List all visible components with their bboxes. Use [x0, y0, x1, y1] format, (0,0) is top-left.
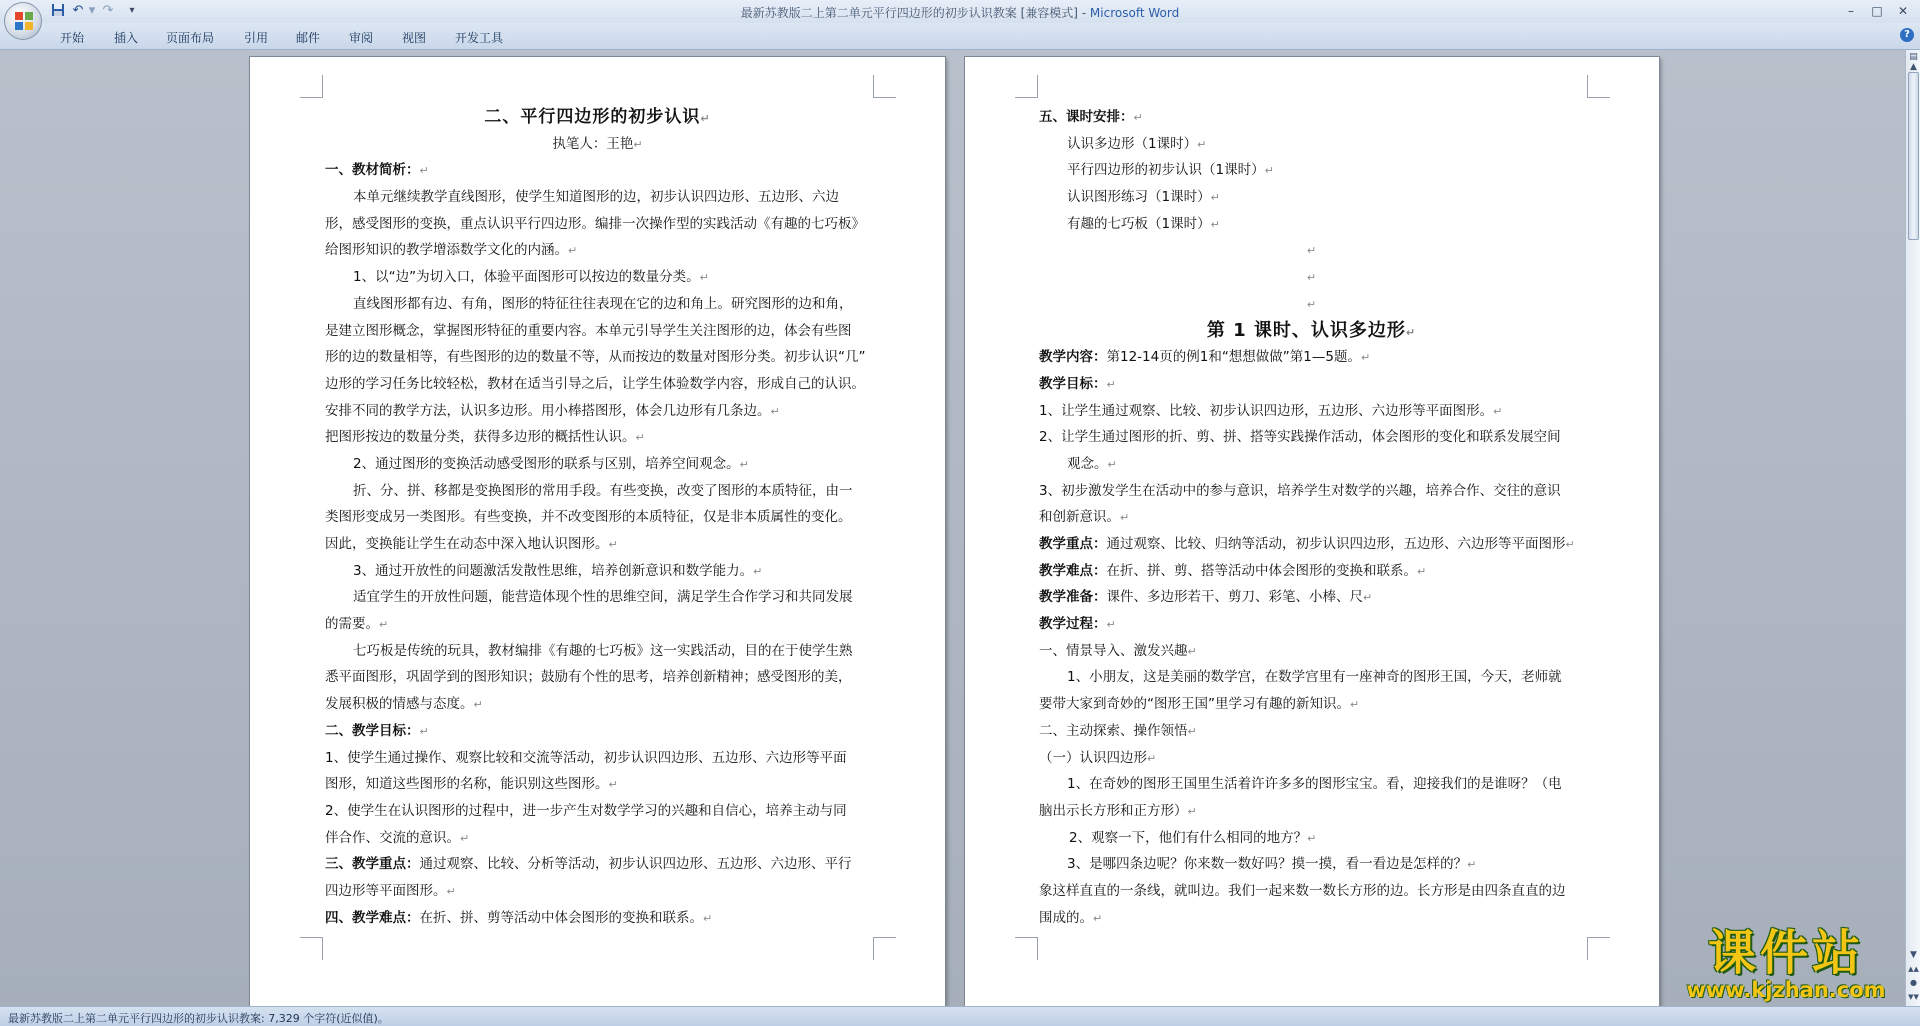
- paragraph-mark-icon: ↵: [1133, 111, 1143, 124]
- text-line[interactable]: [325, 825, 870, 852]
- paragraph-mark-icon: ↵: [1120, 511, 1130, 525]
- line-text: 第12-14页的例1和“想想做做”第1—5题。: [1106, 349, 1361, 366]
- text-line[interactable]: [1039, 344, 1584, 371]
- line-text: 第 1 课时、认识多边形: [1206, 319, 1406, 341]
- text-line[interactable]: [1039, 157, 1584, 184]
- text-line[interactable]: [325, 371, 870, 398]
- text-line[interactable]: [325, 157, 870, 184]
- text-line[interactable]: [1039, 504, 1584, 531]
- crop-mark: [300, 75, 323, 98]
- text-line[interactable]: [1039, 691, 1584, 718]
- scroll-up-button[interactable]: ▲: [1910, 62, 1917, 72]
- paragraph-mark-icon: ↵: [1360, 351, 1371, 365]
- line-text: 悉平面图形，巩固学到的图形知识；鼓励有个性的思考，培养创新精神；感受图形的美，: [325, 669, 852, 686]
- text-line[interactable]: [325, 798, 870, 825]
- text-line[interactable]: [1039, 451, 1584, 478]
- paragraph-mark-icon: ↵: [568, 244, 578, 258]
- text-line[interactable]: [1039, 131, 1584, 158]
- crop-mark: [1587, 937, 1610, 960]
- line-text: 2、让学生通过图形的折、剪、拼、搭等实践操作活动，体会图形的变化和联系发展空间: [1039, 429, 1561, 446]
- text-line[interactable]: [1039, 718, 1584, 745]
- paragraph-mark-icon: ↵: [635, 431, 645, 445]
- tab-view[interactable]: 视图: [402, 31, 427, 45]
- paragraph-mark-icon: ↵: [1565, 538, 1575, 551]
- tab-insert[interactable]: 插入: [114, 31, 139, 45]
- paragraph-mark-icon: ↵: [1187, 644, 1197, 658]
- paragraph-mark-icon: ↵: [1187, 804, 1197, 818]
- paragraph-mark-icon: ↵: [1107, 457, 1117, 471]
- line-text: 图形，知道这些图形的名称，能识别这些图形。: [325, 776, 609, 793]
- paragraph-mark-icon: ↵: [419, 164, 429, 178]
- line-text: 1、在奇妙的图形王国里生活着许许多多的图形宝宝。看，迎接我们的是谁呀？（电: [1067, 776, 1562, 793]
- text-line[interactable]: [1039, 825, 1584, 852]
- crop-mark: [1587, 75, 1610, 98]
- tab-page-layout[interactable]: 页面布局: [166, 31, 215, 45]
- line-text: 安排不同的教学方法，认识多边形。用小棒搭图形，体会几边形有几条边。: [325, 402, 771, 419]
- undo-icon[interactable]: ↶: [72, 3, 84, 18]
- paragraph-mark-icon: ↵: [1187, 724, 1197, 738]
- text-line[interactable]: [1039, 638, 1584, 665]
- paragraph-mark-icon: ↵: [1093, 911, 1103, 925]
- text-line[interactable]: [325, 771, 870, 798]
- crop-mark: [873, 937, 896, 960]
- paragraph-mark-icon: ↵: [770, 404, 780, 418]
- line-text: 象这样直直的一条线，就叫边。我们一起来数一数长方形的边。长方形是由四条直直的边: [1039, 882, 1566, 899]
- paragraph-mark-icon: ↵: [1147, 751, 1157, 765]
- bold-label: 四、教学难点：: [325, 909, 420, 926]
- line-text: 认识多边形（1课时）: [1067, 135, 1198, 152]
- line-text: 因此，变换能让学生在动态中深入地认识图形。: [325, 536, 609, 552]
- select-browse-object-button[interactable]: ●: [1910, 978, 1917, 987]
- text-line[interactable]: [325, 291, 870, 318]
- text-line[interactable]: [325, 905, 870, 932]
- text-line[interactable]: [1039, 264, 1584, 291]
- line-text: 3、初步激发学生在活动中的参与意识，培养学生对数学的兴趣，培养合作、交往的意识: [1039, 482, 1561, 499]
- line-text: 认识图形练习（1课时）: [1067, 189, 1211, 206]
- text-line[interactable]: [325, 611, 870, 638]
- line-text: 要带大家到奇妙的“图形王国”里学习有趣的新知识。: [1039, 696, 1350, 713]
- text-line[interactable]: [1039, 531, 1584, 558]
- text-line[interactable]: [325, 344, 870, 371]
- paragraph-mark-icon: ↵: [1493, 404, 1503, 418]
- paragraph-mark-icon: ↵: [1467, 858, 1477, 872]
- paragraph-mark-icon: ↵: [1306, 297, 1317, 311]
- text-line[interactable]: [325, 584, 870, 611]
- paragraph-mark-icon: ↵: [1363, 591, 1373, 605]
- paragraph-mark-icon: ↵: [419, 724, 429, 738]
- bold-label: 三、教学重点：: [325, 856, 420, 873]
- text-line[interactable]: [1039, 558, 1584, 585]
- tab-home[interactable]: 开始: [60, 31, 85, 45]
- line-text: 围成的。: [1039, 909, 1093, 926]
- text-line[interactable]: [325, 398, 870, 425]
- text-line[interactable]: [1039, 318, 1584, 345]
- paragraph-mark-icon: ↵: [1405, 325, 1417, 339]
- line-text: （一）认识四边形: [1039, 749, 1147, 766]
- bold-label: 五、课时安排：: [1039, 109, 1134, 125]
- line-text: 本单元继续教学直线图形，使学生知道图形的边，初步认识四边形、五边形、六边: [353, 189, 839, 206]
- line-text: 的需要。: [325, 616, 379, 633]
- text-line[interactable]: [325, 104, 870, 131]
- line-text: 通过观察、比较、分析等活动，初步认识四边形、五边形、六边形、平行: [419, 856, 852, 873]
- text-line[interactable]: [325, 504, 870, 531]
- line-text: 执笔人：王艳: [552, 135, 634, 152]
- line-text: 1、让学生通过观察、比较、初步认识四边形，五边形、六边形等平面图形。: [1039, 402, 1494, 419]
- text-line[interactable]: [1039, 771, 1584, 798]
- customize-toolbar-icon[interactable]: ▾: [129, 5, 135, 16]
- vertical-scrollbar[interactable]: [1905, 50, 1920, 1006]
- text-line[interactable]: [325, 531, 870, 558]
- document-page-right[interactable]: [965, 57, 1659, 1006]
- text-line[interactable]: [325, 718, 870, 745]
- line-text: 通过观察、比较、归纳等活动，初步认识四边形，五边形、六边形等平面图形: [1106, 536, 1566, 552]
- minimize-button[interactable]: –: [1848, 4, 1854, 18]
- line-text: 3、通过开放性的问题激活发散性思维，培养创新意识和数学能力。: [353, 562, 754, 579]
- office-logo-icon: [15, 12, 33, 30]
- text-line[interactable]: [1039, 104, 1584, 131]
- line-text: 2、使学生在认识图形的过程中，进一步产生对数学学习的兴趣和自信心，培养主动与同: [325, 802, 847, 819]
- text-line[interactable]: [1039, 798, 1584, 825]
- bold-label: 教学过程：: [1039, 616, 1107, 633]
- line-text: 1、小朋友，这是美丽的数学宫，在数学宫里有一座神奇的图形王国，今天，老师就: [1067, 669, 1562, 686]
- paragraph-mark-icon: ↵: [473, 698, 483, 712]
- text-line[interactable]: [325, 131, 870, 158]
- line-text: 1、以“边”为切入口，体验平面图形可以按边的数量分类。: [353, 269, 700, 286]
- bold-label: 教学难点：: [1039, 562, 1107, 579]
- scroll-thumb[interactable]: [1908, 72, 1919, 240]
- paragraph-mark-icon: ↵: [1307, 831, 1317, 845]
- text-line[interactable]: [1039, 478, 1584, 505]
- text-line[interactable]: [325, 664, 870, 691]
- paragraph-mark-icon: ↵: [1210, 217, 1220, 231]
- crop-mark: [1015, 75, 1038, 98]
- undo-dropdown-icon[interactable]: ▾: [88, 3, 96, 18]
- crop-mark: [873, 75, 896, 98]
- text-line[interactable]: [1039, 878, 1584, 905]
- text-line[interactable]: [325, 318, 870, 345]
- line-text: 是建立图形概念，掌握图形特征的重要内容。本单元引导学生关注图形的边，体会有些图: [325, 322, 852, 339]
- line-text: 在折、拼、剪等活动中体会图形的变换和联系。: [419, 909, 703, 926]
- text-line[interactable]: [1039, 371, 1584, 398]
- page-right-text[interactable]: [1039, 104, 1584, 931]
- text-line[interactable]: [325, 264, 870, 291]
- line-text: 有趣的七巧板（1课时）: [1067, 215, 1211, 232]
- ribbon-tab-bar: [0, 23, 1920, 50]
- watermark-title: 课件站: [1707, 925, 1864, 981]
- tab-developer[interactable]: 开发工具: [455, 31, 504, 45]
- paragraph-mark-icon: ↵: [1264, 164, 1274, 178]
- text-line[interactable]: [325, 451, 870, 478]
- line-text: 直线图形都有边、有角，图形的特征往往表现在它的边和角上。研究图形的边和角，: [353, 295, 853, 312]
- text-line[interactable]: [325, 558, 870, 585]
- paragraph-mark-icon: ↵: [703, 911, 713, 925]
- text-line[interactable]: [1039, 905, 1584, 932]
- line-text: 七巧板是传统的玩具，教材编排《有趣的七巧板》这一实践活动，目的在于使学生熟: [353, 642, 853, 659]
- line-text: 和创新意识。: [1039, 509, 1120, 526]
- text-line[interactable]: [325, 237, 870, 264]
- line-text: 1、使学生通过操作、观察比较和交流等活动，初步认识四边形、五边形、六边形等平面: [325, 749, 847, 766]
- watermark-logo: [1668, 926, 1904, 1006]
- bold-label: 教学目标：: [1039, 375, 1107, 392]
- text-line[interactable]: [325, 211, 870, 238]
- status-bar: [0, 1006, 1920, 1026]
- paragraph-mark-icon: ↵: [379, 618, 389, 632]
- text-line[interactable]: [325, 478, 870, 505]
- document-area[interactable]: [0, 50, 1905, 1006]
- bold-label: 二、教学目标：: [325, 722, 420, 739]
- bold-label: 教学准备：: [1039, 589, 1107, 606]
- line-text: 发展积极的情感与态度。: [325, 696, 474, 713]
- bold-label: 教学重点：: [1039, 536, 1107, 552]
- line-text: 伴合作、交流的意识。: [325, 829, 460, 846]
- paragraph-mark-icon: ↵: [1210, 191, 1220, 205]
- text-line[interactable]: [325, 878, 870, 905]
- line-text: 二、平行四边形的初步认识: [484, 107, 701, 127]
- line-text: 脑出示长方形和正方形）: [1039, 802, 1188, 819]
- text-line[interactable]: [1039, 664, 1584, 691]
- line-text: 边形的学习任务比较轻松，教材在适当引导之后，让学生体验数学内容，形成自己的认识。: [325, 375, 865, 392]
- ruler-toggle-icon[interactable]: ▤: [1909, 52, 1918, 62]
- next-page-button[interactable]: ▼▼: [1908, 993, 1919, 1001]
- crop-mark: [300, 937, 323, 960]
- crop-mark: [1015, 937, 1038, 960]
- office-button[interactable]: [4, 2, 42, 40]
- document-page-left[interactable]: [250, 57, 945, 1006]
- text-line[interactable]: [325, 745, 870, 772]
- paragraph-mark-icon: ↵: [1306, 271, 1317, 285]
- tab-mailings[interactable]: 邮件: [296, 31, 321, 45]
- line-text: 2、观察一下，他们有什么相同的地方？: [1069, 829, 1308, 846]
- maximize-button[interactable]: □: [1871, 4, 1883, 18]
- text-line[interactable]: [1039, 184, 1584, 211]
- text-line[interactable]: [1039, 584, 1584, 611]
- line-text: 折、分、拼、移都是变换图形的常用手段。有些变换，改变了图形的本质特征，由一: [353, 482, 853, 499]
- line-text: 2、通过图形的变换活动感受图形的联系与区别，培养空间观念。: [353, 455, 740, 472]
- text-line[interactable]: [1039, 237, 1584, 264]
- paragraph-mark-icon: ↵: [446, 884, 456, 898]
- watermark-url: www.kjzhan.com: [1686, 978, 1886, 1002]
- text-line[interactable]: [325, 851, 870, 878]
- paragraph-mark-icon: ↵: [753, 564, 763, 578]
- line-text: 课件、多边形若干、剪刀、彩笔、小棒、尺: [1106, 589, 1363, 606]
- text-line[interactable]: [1039, 398, 1584, 425]
- line-text: 一、情景导入、激发兴趣: [1039, 642, 1188, 659]
- bold-label: 一、教材简析：: [325, 162, 420, 179]
- paragraph-mark-icon: ↵: [1417, 564, 1427, 578]
- line-text: 二、主动探索、操作领悟: [1039, 722, 1188, 739]
- line-text: 适宜学生的开放性问题，能营造体现个性的思维空间，满足学生合作学习和共同发展: [353, 589, 853, 606]
- line-text: 平行四边形的初步认识（1课时）: [1067, 162, 1265, 179]
- line-text: 3、是哪四条边呢？你来数一数好吗？摸一摸，看一看边是怎样的？: [1067, 856, 1468, 873]
- text-line[interactable]: [1039, 291, 1584, 318]
- line-text: 把图形按边的数量分类，获得多边形的概括性认识。: [325, 429, 636, 446]
- text-line[interactable]: [1039, 745, 1584, 772]
- line-text: 形，感受图形的变换，重点认识平行四边形。编排一次操作型的实践活动《有趣的七巧板》: [325, 215, 865, 232]
- text-line[interactable]: [325, 638, 870, 665]
- paragraph-mark-icon: ↵: [608, 778, 618, 792]
- help-icon[interactable]: ?: [1900, 28, 1914, 42]
- text-line[interactable]: [1039, 424, 1584, 451]
- line-text: 在折、拼、剪、搭等活动中体会图形的变换和联系。: [1106, 562, 1417, 579]
- redo-icon[interactable]: ↷: [102, 3, 114, 18]
- paragraph-mark-icon: ↵: [1197, 137, 1207, 151]
- status-text: 最新苏教版二上第二单元平行四边形的初步认识教案: 7,329 个字符(近似值)。: [8, 1012, 389, 1025]
- line-text: 四边形等平面图形。: [325, 882, 447, 899]
- text-line[interactable]: [1039, 851, 1584, 878]
- paragraph-mark-icon: ↵: [739, 457, 749, 471]
- paragraph-mark-icon: ↵: [699, 271, 709, 285]
- previous-page-button[interactable]: ▲▲: [1908, 965, 1919, 973]
- paragraph-mark-icon: ↵: [1106, 618, 1116, 632]
- title-bar: [0, 0, 1920, 23]
- text-line[interactable]: [325, 691, 870, 718]
- scroll-down-button[interactable]: ▼: [1910, 950, 1917, 960]
- line-text: 形的边的数量相等，有些图形的边的数量不等，从而按边的数量对图形分类。初步认识“几”: [325, 349, 866, 366]
- close-button[interactable]: ✕: [1897, 4, 1909, 18]
- paragraph-mark-icon: ↵: [1350, 698, 1360, 712]
- text-line[interactable]: [1039, 211, 1584, 238]
- paragraph-mark-icon: ↵: [700, 112, 711, 125]
- tab-references[interactable]: 引用: [244, 31, 269, 45]
- text-line[interactable]: [1039, 611, 1584, 638]
- paragraph-mark-icon: ↵: [608, 538, 618, 551]
- text-line[interactable]: [325, 184, 870, 211]
- page-left-text[interactable]: [325, 104, 870, 931]
- line-text: 观念。: [1067, 455, 1108, 472]
- bold-label: 教学内容：: [1039, 349, 1107, 366]
- paragraph-mark-icon: ↵: [460, 831, 470, 845]
- paragraph-mark-icon: ↵: [633, 137, 643, 151]
- tab-review[interactable]: 审阅: [349, 31, 374, 45]
- paragraph-mark-icon: ↵: [1106, 377, 1116, 391]
- paragraph-mark-icon: ↵: [1306, 244, 1317, 258]
- line-text: 类图形变成另一类图形。有些变换，并不改变图形的本质特征，仅是非本质属性的变化。: [325, 509, 852, 526]
- window-title: 最新苏教版二上第二单元平行四边形的初步认识教案 [兼容模式] - Microsoft Word: [740, 6, 1180, 20]
- text-line[interactable]: [325, 424, 870, 451]
- line-text: 给图形知识的教学增添数学文化的内涵。: [325, 242, 568, 259]
